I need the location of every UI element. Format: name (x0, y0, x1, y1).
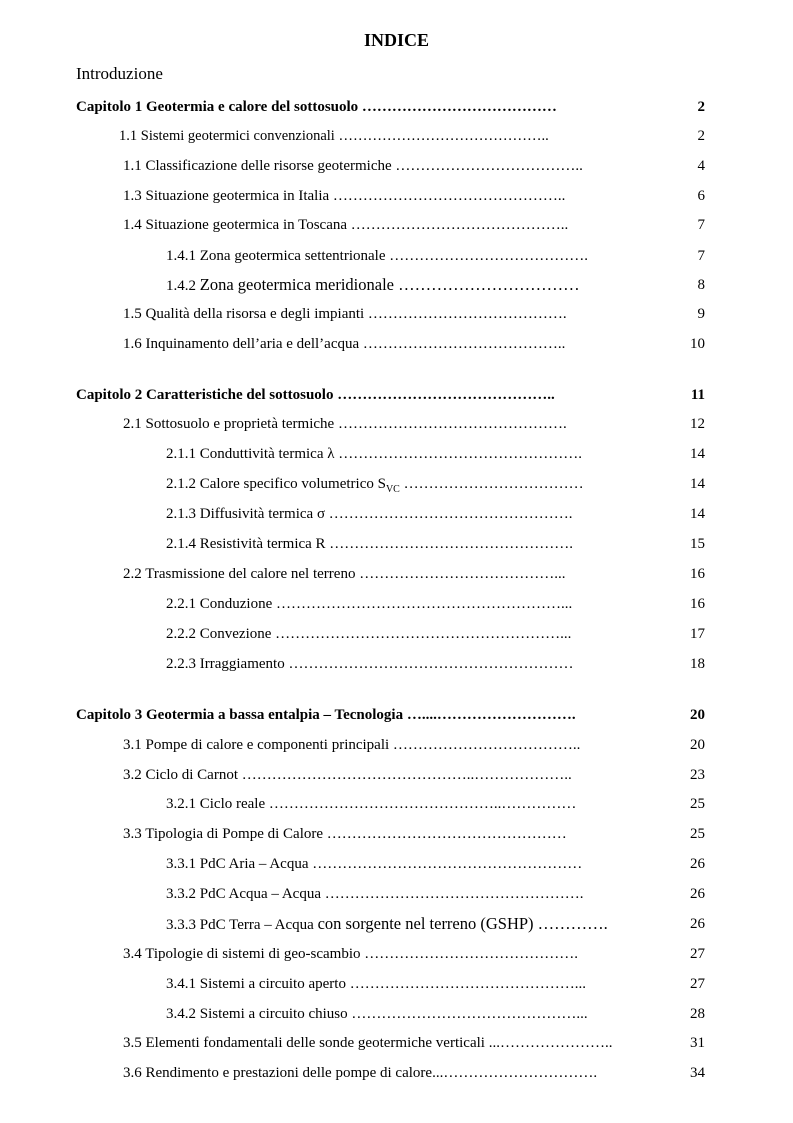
toc-entry-text (166, 274, 580, 297)
toc-entry-text: 2.1.4 Resistività termica R …………………………………………. (166, 536, 574, 552)
toc-entry-3-2[interactable] (0, 764, 793, 786)
toc-entry-1-6[interactable] (0, 333, 793, 355)
toc-page-number: 18 (690, 656, 705, 672)
toc-entry-3-4-1[interactable] (0, 973, 793, 995)
toc-entry-text: 3.3.2 PdC Acqua – Acqua ……………………………………………. (166, 886, 584, 902)
toc-entry-text: 2.2.2 Convezione …………………………………………………... (166, 626, 572, 642)
toc-page-number: 20 (690, 737, 705, 753)
toc-page-number: 7 (697, 248, 705, 264)
toc-entry-3-3-3[interactable] (0, 913, 793, 935)
toc-page-number: 6 (697, 188, 705, 204)
toc-page-number: 14 (690, 476, 705, 492)
toc-page-number: 4 (697, 158, 705, 174)
intro-heading: Introduzione (76, 64, 163, 83)
toc-entry-1-3[interactable] (0, 185, 793, 207)
toc-page-number: 25 (690, 796, 705, 812)
toc-entry-3-2-1[interactable] (0, 793, 793, 815)
toc-entry-3-1[interactable] (0, 734, 793, 756)
toc-entry-3-6[interactable] (0, 1062, 793, 1084)
toc-entry-text (166, 473, 584, 501)
toc-entry-text: 2.2.3 Irraggiamento ………………………………………………… (166, 656, 574, 672)
toc-page-number: 15 (690, 536, 705, 552)
toc-page-number: 31 (690, 1035, 705, 1051)
toc-page-number: 7 (697, 217, 705, 233)
toc-entry-2-1[interactable] (0, 413, 793, 435)
toc-entry-2-1-2[interactable] (0, 473, 793, 495)
toc-entry-text: 1.4 Situazione geotermica in Toscana …………………………………….. (123, 217, 569, 233)
toc-entry-text: 3.5 Elementi fondamentali delle sonde geotermiche verticali ...………………….. (123, 1035, 613, 1051)
toc-page-number: 11 (690, 387, 705, 403)
toc-page-number: 10 (690, 336, 705, 352)
toc-page-number: 25 (690, 826, 705, 842)
toc-entry-1-2[interactable] (0, 155, 793, 177)
toc-entry-text: 1.1 Classificazione delle risorse geotermiche ……………………………….. (123, 158, 583, 174)
toc-entry-text: 3.2.1 Ciclo reale ………………………………………..…………… (166, 796, 577, 812)
toc-page-number: 2 (697, 99, 705, 115)
toc-entry-text: 3.2 Ciclo di Carnot ………………………………………..……………….. (123, 767, 572, 783)
toc-entry-text: 1.6 Inquinamento dell’aria e dell’acqua ………………………………….. (123, 336, 566, 352)
toc-page-number: 14 (690, 506, 705, 522)
toc-entry-title: Zona geotermica meridionale …………………………… (199, 275, 580, 294)
toc-entry-text: 1.5 Qualità della risorsa e degli impianti …………………………………. (123, 306, 567, 322)
toc-entry-2-1-4[interactable] (0, 533, 793, 555)
toc-entry-title-cont: con sorgente nel terreno (GSHP) …………. (317, 914, 608, 933)
toc-entry-text: 3.4 Tipologie di sistemi di geo-scambio ……………………………………. (123, 946, 579, 962)
toc-entry-2-1-1[interactable] (0, 443, 793, 465)
toc-entry-2-2[interactable] (0, 563, 793, 585)
toc-entry-text: Capitolo 1 Geotermia e calore del sottosuolo ………………………………… (76, 99, 557, 115)
toc-entry-3-3-2[interactable] (0, 883, 793, 905)
toc-entry-3-4-2[interactable] (0, 1003, 793, 1025)
toc-entry-1-1[interactable] (0, 125, 793, 147)
toc-page-number: 17 (690, 626, 705, 642)
toc-entry-3-3-1[interactable] (0, 853, 793, 875)
page-title: INDICE (363, 30, 429, 50)
toc-entry-text: 1.4.1 Zona geotermica settentrionale …………………………………. (166, 248, 588, 264)
toc-entry-text (166, 913, 608, 936)
toc-chapter-2[interactable] (0, 384, 793, 406)
toc-entry-1-4[interactable] (0, 214, 793, 236)
toc-page-number: 28 (690, 1006, 705, 1022)
toc-page-number: 34 (690, 1065, 705, 1081)
toc-page-number: 23 (690, 767, 705, 783)
toc-entry-text: 3.4.1 Sistemi a circuito aperto ………………………………………... (166, 976, 586, 992)
toc-page-number: 27 (690, 976, 705, 992)
toc-entry-2-2-1[interactable] (0, 593, 793, 615)
toc-entry-text: Capitolo 3 Geotermia a bassa entalpia – Tecnologia …....………………………. (76, 707, 576, 723)
toc-page-number: 16 (690, 566, 705, 582)
toc-entry-subscript: VC (385, 484, 400, 495)
toc-page-number: 14 (690, 446, 705, 462)
toc-page-number: 26 (690, 916, 705, 932)
toc-entry-3-5[interactable] (0, 1032, 793, 1054)
toc-entry-text: 2.2 Trasmissione del calore nel terreno …………………………………... (123, 566, 566, 582)
toc-entry-3-3[interactable] (0, 823, 793, 845)
toc-entry-text: 3.4.2 Sistemi a circuito chiuso ………………………………………... (166, 1006, 588, 1022)
toc-page-number: 8 (697, 277, 705, 293)
toc-entry-text: 3.3.1 PdC Aria – Acqua ……………………………………………… (166, 856, 583, 872)
toc-chapter-1[interactable] (0, 96, 793, 118)
toc-page-number: 20 (690, 707, 705, 723)
toc-page-number: 27 (690, 946, 705, 962)
toc-entry-text: 2.1 Sottosuolo e proprietà termiche ………………………………………. (123, 416, 567, 432)
toc-page-number: 9 (697, 306, 705, 322)
toc-entry-title: 2.1.2 Calore specifico volumetrico S (166, 476, 386, 492)
toc-entry-3-4[interactable] (0, 943, 793, 965)
toc-entry-text: 2.1.1 Conduttività termica λ …………………………………………. (166, 446, 582, 462)
toc-entry-2-2-3[interactable] (0, 653, 793, 675)
toc-entry-1-4-2[interactable] (0, 274, 793, 296)
toc-entry-text: 1.3 Situazione geotermica in Italia ……………………………………….. (123, 188, 566, 204)
toc-entry-text: 3.1 Pompe di calore e componenti principali ……………………………….. (123, 737, 581, 753)
toc-page-number: 16 (690, 596, 705, 612)
toc-entry-text: 2.2.1 Conduzione …………………………………………………... (166, 596, 573, 612)
toc-entry-text: 3.3 Tipologia di Pompe di Calore ………………………………………… (123, 826, 567, 842)
toc-entry-2-2-2[interactable] (0, 623, 793, 645)
toc-page-number: 2 (697, 128, 705, 144)
toc-entry-leader: ……………………………… (399, 476, 584, 492)
toc-page-number: 12 (690, 416, 705, 432)
toc-entry-1-4-1[interactable] (0, 245, 793, 267)
toc-entry-title: 3.3.3 PdC Terra – Acqua (166, 917, 318, 933)
toc-entry-number: 1.4.2 (166, 278, 200, 294)
toc-entry-text: 2.1.3 Diffusività termica σ …………………………………………. (166, 506, 573, 522)
toc-entry-text: 3.6 Rendimento e prestazioni delle pompe di calore...…………………………. (123, 1065, 598, 1081)
toc-chapter-3[interactable] (0, 704, 793, 726)
toc-entry-text: 1.1 Sistemi geotermici convenzionali …………………………………….. (119, 128, 549, 144)
toc-entry-1-5[interactable] (0, 303, 793, 325)
toc-entry-2-1-3[interactable] (0, 503, 793, 525)
toc-page-number: 26 (690, 886, 705, 902)
toc-page-number: 26 (690, 856, 705, 872)
toc-entry-text: Capitolo 2 Caratteristiche del sottosuolo …………………………………….. (76, 387, 555, 403)
